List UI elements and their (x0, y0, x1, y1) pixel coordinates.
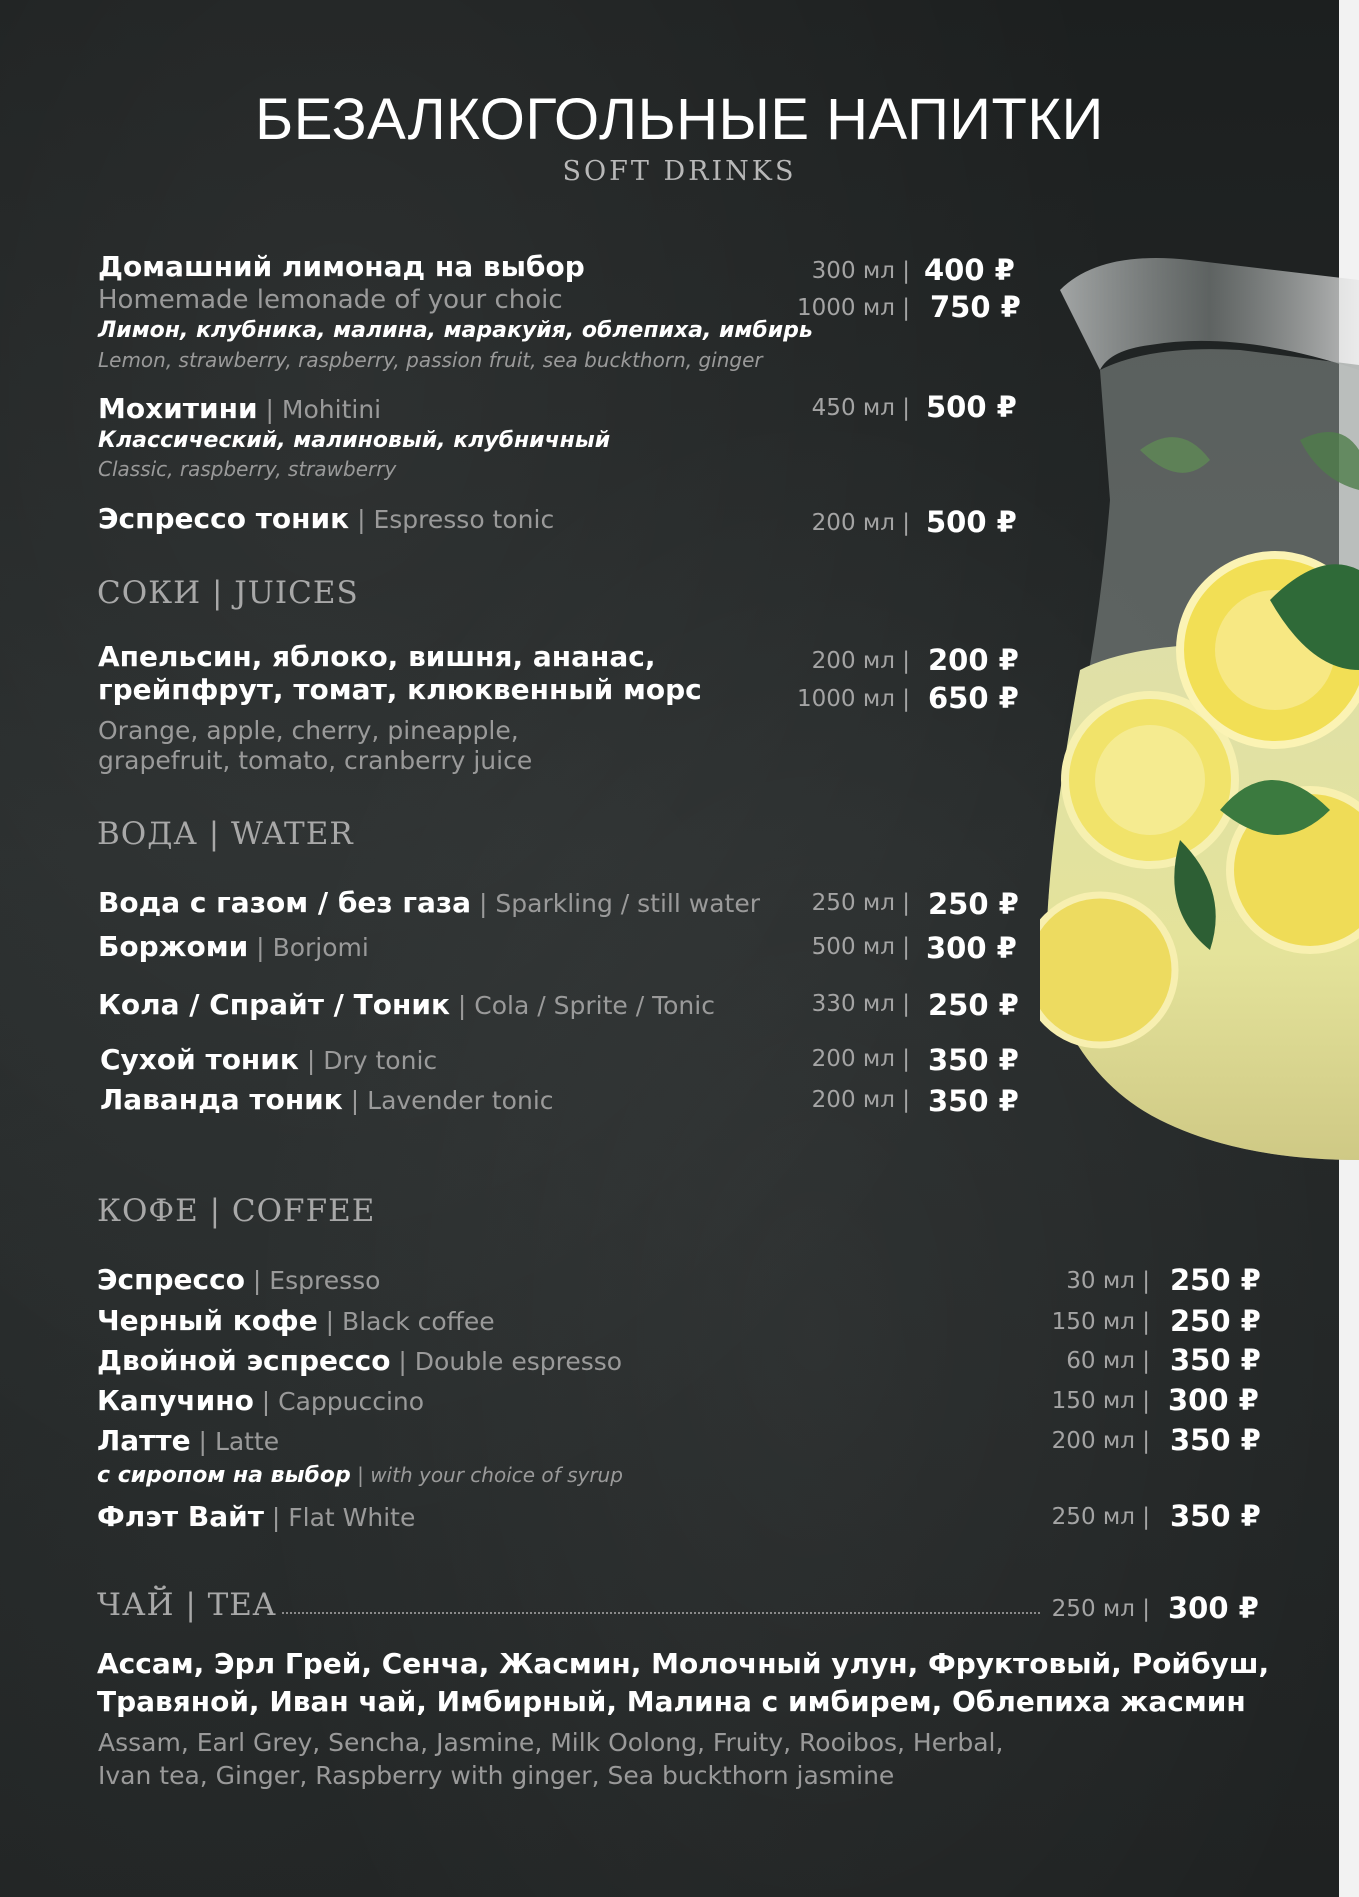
water-row-price: 350 ₽ (928, 1043, 1019, 1077)
water-heading: ВОДА | WATER (97, 816, 354, 852)
coffee-row-price: 350 ₽ (1170, 1499, 1261, 1533)
juices-name-line2: грейпфрут, томат, клюквенный морс (98, 673, 702, 706)
juices-name-line1: Апельсин, яблоко, вишня, ананас, (98, 640, 656, 673)
espresso-tonic-en: Espresso tonic (373, 505, 555, 534)
espresso-tonic-name: Эспрессо тоник (98, 502, 350, 535)
lemonade-en: Homemade lemonade of your choic (98, 285, 563, 315)
water-row-volume: 330 мл | (811, 991, 910, 1017)
tea-dot-leader (282, 1612, 1040, 1614)
coffee-row: Черный кофе | Black coffee (97, 1304, 495, 1337)
water-row-price: 300 ₽ (926, 931, 1017, 965)
coffee-row-volume: 150 мл | (1051, 1309, 1150, 1335)
lemonade-price-large: 750 ₽ (930, 290, 1021, 324)
water-row: Боржоми | Borjomi (98, 930, 369, 963)
water-row-price: 350 ₽ (928, 1084, 1019, 1118)
water-row: Вода с газом / без газа | Sparkling / still water (98, 886, 760, 919)
mohitini-en: Mohitini (281, 395, 382, 424)
water-row: Кола / Спрайт / Тоник | Cola / Sprite / Tonic (98, 988, 715, 1021)
juices-volume-small: 200 мл | (811, 648, 910, 674)
tea-en-line2: Ivan tea, Ginger, Raspberry with ginger, Sea buckthorn jasmine (98, 1761, 895, 1790)
water-row-price: 250 ₽ (928, 988, 1019, 1022)
lemonade-name: Домашний лимонад на выбор (98, 250, 585, 283)
latte-syrup-note: с сиропом на выбор | with your choice of syrup (97, 1463, 623, 1488)
coffee-row: Двойной эспрессо | Double espresso (97, 1344, 623, 1377)
coffee-row-price: 350 ₽ (1170, 1343, 1261, 1377)
coffee-row-volume: 150 мл | (1051, 1388, 1150, 1414)
coffee-row: Флэт Вайт | Flat White (97, 1500, 416, 1533)
lemonade-desc-ru: Лимон, клубника, малина, маракуйя, облепиха, имбирь (98, 318, 813, 343)
coffee-row-price: 350 ₽ (1170, 1423, 1261, 1457)
lemonade-price-small: 400 ₽ (924, 253, 1015, 287)
water-row: Сухой тоник | Dry tonic (100, 1043, 438, 1076)
page-title: БЕЗАЛКОГОЛЬНЫЕ НАПИТКИ (255, 87, 1104, 152)
juices-price-small: 200 ₽ (928, 643, 1019, 677)
coffee-row: Эспрессо | Espresso (97, 1263, 381, 1296)
lemonade-volume-large: 1000 мл | (797, 295, 910, 321)
tea-ru-line1: Ассам, Эрл Грей, Сенча, Жасмин, Молочный улун, Фруктовый, Ройбуш, (97, 1647, 1270, 1680)
mohitini-line: Мохитини | Mohitini (98, 392, 382, 425)
coffee-row-price: 250 ₽ (1170, 1304, 1261, 1338)
mohitini-desc-ru: Классический, малиновый, клубничный (98, 428, 611, 453)
juices-volume-large: 1000 мл | (797, 686, 910, 712)
mohitini-price: 500 ₽ (926, 390, 1017, 424)
espresso-tonic-line: Эспрессо тоник | Espresso tonic (98, 502, 555, 535)
juices-price-large: 650 ₽ (928, 681, 1019, 715)
coffee-row-volume: 250 мл | (1051, 1504, 1150, 1530)
tea-price: 300 ₽ (1168, 1591, 1259, 1625)
water-row-volume: 500 мл | (811, 934, 910, 960)
coffee-row: Капучино | Cappuccino (97, 1384, 425, 1417)
coffee-row-price: 300 ₽ (1168, 1383, 1259, 1417)
lemonade-desc-en: Lemon, strawberry, raspberry, passion fruit, sea buckthorn, ginger (98, 348, 763, 372)
coffee-row-volume: 30 мл | (1066, 1268, 1150, 1294)
tea-heading: ЧАЙ | TEA (97, 1587, 277, 1623)
water-row-volume: 200 мл | (811, 1046, 910, 1072)
water-row-price: 250 ₽ (928, 887, 1019, 921)
tea-en-line1: Assam, Earl Grey, Sencha, Jasmine, Milk Oolong, Fruity, Rooibos, Herbal, (98, 1728, 1004, 1757)
mohitini-desc-en: Classic, raspberry, strawberry (98, 457, 397, 481)
coffee-heading: КОФЕ | COFFEE (97, 1193, 376, 1229)
water-row-volume: 250 мл | (811, 890, 910, 916)
coffee-row-volume: 60 мл | (1066, 1348, 1150, 1374)
coffee-row-volume: 200 мл | (1051, 1428, 1150, 1454)
coffee-row: Латте | Latte (97, 1424, 280, 1457)
tea-ru-line2: Травяной, Иван чай, Имбирный, Малина с имбирем, Облепиха жасмин (97, 1685, 1246, 1718)
mohitini-volume: 450 мл | (811, 395, 910, 421)
espresso-tonic-volume: 200 мл | (811, 510, 910, 536)
mohitini-name: Мохитини (98, 392, 258, 425)
juices-en-line1: Orange, apple, cherry, pineapple, (98, 716, 519, 745)
water-row: Лаванда тоник | Lavender tonic (100, 1083, 554, 1116)
juices-heading: СОКИ | JUICES (97, 575, 359, 611)
lemonade-volume-small: 300 мл | (811, 258, 910, 284)
page-subtitle: SOFT DRINKS (562, 156, 797, 187)
juices-en-line2: grapefruit, tomato, cranberry juice (98, 746, 533, 775)
espresso-tonic-price: 500 ₽ (926, 505, 1017, 539)
water-row-volume: 200 мл | (811, 1087, 910, 1113)
coffee-row-price: 250 ₽ (1170, 1263, 1261, 1297)
tea-volume: 250 мл | (1051, 1596, 1150, 1622)
lemonade-jug-image (1040, 250, 1359, 1180)
